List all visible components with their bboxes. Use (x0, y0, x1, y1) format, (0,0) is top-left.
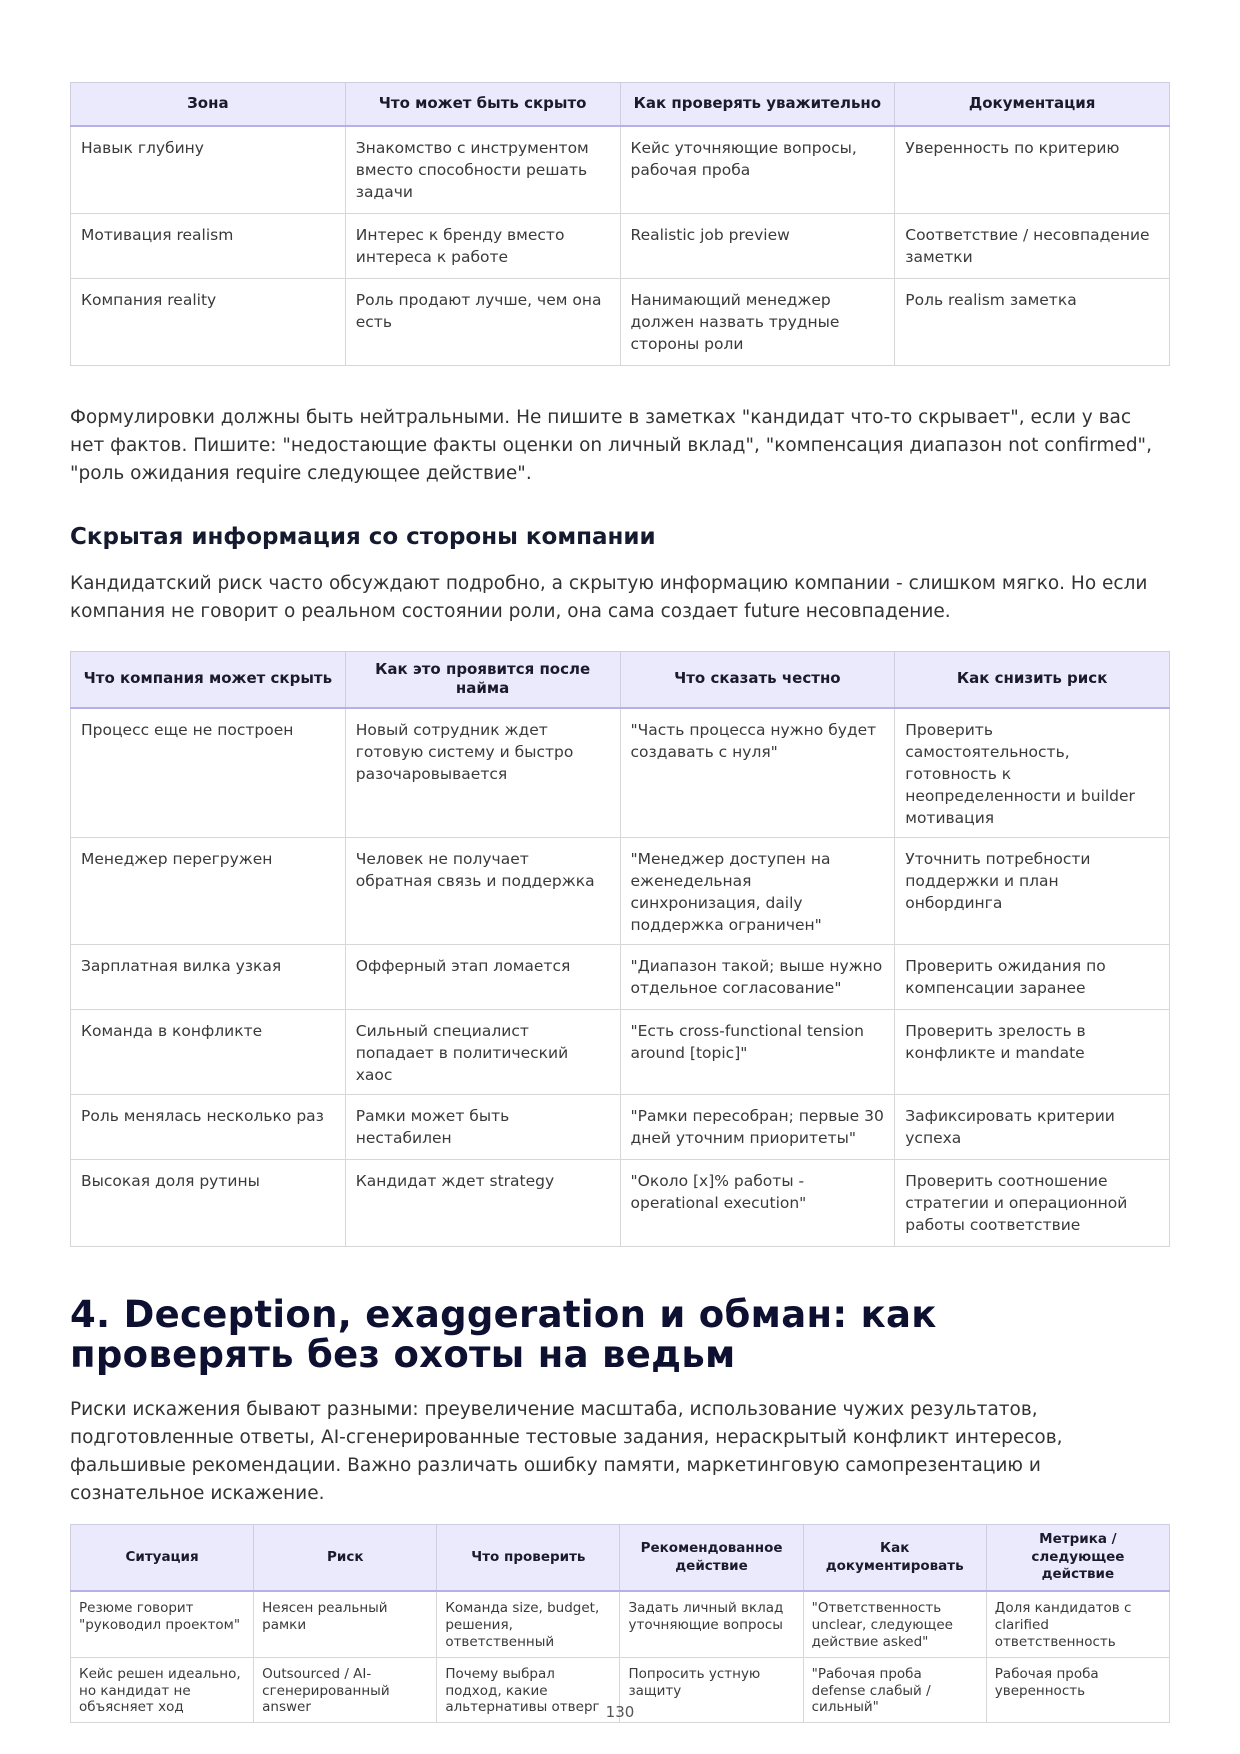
paragraph-deception-risks: Риски искажения бывают разными: преувеличение масштаба, использование чужих результатов, подготовленные ответы, AI-сгенерированные тестовые задания, нераскрытый конфликт интересов, фальшивые рекомендации. Важно различать ошибку памяти, маркетинговую самопрезентацию и сознательное искажение. (70, 1398, 1063, 1505)
table-header-cell: Риск (254, 1525, 437, 1591)
table-cell: Уверенность по критерию (895, 126, 1170, 214)
table-header-cell: Ситуация (71, 1525, 254, 1591)
table-row (71, 837, 1170, 944)
table-cell: "Диапазон такой; выше нужно отдельное согласование" (620, 944, 895, 1009)
table-cell: Outsourced / AI-сгенерированный answer (254, 1657, 437, 1723)
deception-table (70, 1524, 1170, 1723)
table-row (71, 126, 1170, 214)
table-cell: Роль менялась несколько раз (71, 1094, 346, 1159)
table-cell: "Около [x]% работы - operational execution" (620, 1159, 895, 1246)
table-row (71, 1591, 1170, 1657)
section-heading: 4. Deception, exaggeration и обман: как проверять без охоты на ведьм (70, 1292, 937, 1377)
table-cell: Команда size, budget, решения, ответственный (437, 1591, 620, 1657)
table-cell: Задать личный вклад уточняющие вопросы (620, 1591, 803, 1657)
table-cell: Резюме говорит "руководил проектом" (71, 1591, 254, 1657)
table-cell: Рамки может быть нестабилен (345, 1094, 620, 1159)
paragraph-neutral-wording: Формулировки должны быть нейтральными. Не пишите в заметках "кандидат что-то скрывает", если у вас нет фактов. Пишите: "недостающие факты оценки on личный вклад", "компенсация диапазон not confirmed", "роль ожидания require следующее действие". (70, 407, 1152, 485)
paragraph-company-risk: Кандидатский риск часто обсуждают подробно, а скрытую информацию компании - слишком мягко. Но если компания не говорит о реальном состоянии роли, она сама создает future несовпадение. (70, 573, 1148, 623)
table-cell: Человек не получает обратная связь и поддержка (345, 837, 620, 944)
table-cell: "Рабочая проба defense слабый / сильный" (803, 1657, 986, 1723)
table-cell: Нанимающий менеджер должен назвать трудные стороны роли (620, 279, 895, 366)
page-number: 130 (605, 1703, 635, 1721)
table-header-cell: Что проверить (437, 1525, 620, 1591)
subheading-company: Скрытая информация со стороны компании (70, 524, 656, 551)
table-header-cell: Рекомендованное действие (620, 1525, 803, 1591)
table-cell: Realistic job preview (620, 214, 895, 279)
table-cell: Доля кандидатов с clarified ответственность (986, 1591, 1169, 1657)
table-cell: Проверить зрелость в конфликте и mandate (895, 1009, 1170, 1094)
table-cell: "Часть процесса нужно будет создавать с нуля" (620, 708, 895, 838)
table-cell: "Менеджер доступен на еженедельная синхронизация, daily поддержка ограничен" (620, 837, 895, 944)
table-row (71, 214, 1170, 279)
table-header-cell: Как проверять уважительно (620, 83, 895, 127)
table-row (71, 1159, 1170, 1246)
company-hidden-info-table (70, 651, 1170, 1247)
table-row (71, 1009, 1170, 1094)
document-page (70, 82, 1170, 1723)
table-cell: Мотивация realism (71, 214, 346, 279)
table-cell: Команда в конфликте (71, 1009, 346, 1094)
table-cell: Новый сотрудник ждет готовую систему и быстро разочаровывается (345, 708, 620, 838)
table-cell: Компания reality (71, 279, 346, 366)
table-cell: Кейс уточняющие вопросы, рабочая проба (620, 126, 895, 214)
table-cell: Сильный специалист попадает в политический хаос (345, 1009, 620, 1094)
table-cell: Соответствие / несовпадение заметки (895, 214, 1170, 279)
table-cell: Уточнить потребности поддержки и план онбординга (895, 837, 1170, 944)
table-row (71, 279, 1170, 366)
table-header-cell: Что компания может скрыть (71, 651, 346, 708)
table-cell: Неясен реальный рамки (254, 1591, 437, 1657)
table-cell: Проверить ожидания по компенсации заранее (895, 944, 1170, 1009)
table-cell: Кейс решен идеально, но кандидат не объясняет ход (71, 1657, 254, 1723)
zone-table (70, 82, 1170, 366)
table-header-cell: Зона (71, 83, 346, 127)
table-header-cell: Как это проявится после найма (345, 651, 620, 708)
table-header-row (71, 1525, 1170, 1591)
table-header-cell: Метрика / следующее действие (986, 1525, 1169, 1591)
table-cell: "Рамки пересобран; первые 30 дней уточним приоритеты" (620, 1094, 895, 1159)
table-cell: Интерес к бренду вместо интереса к работе (345, 214, 620, 279)
table-cell: Офферный этап ломается (345, 944, 620, 1009)
table-cell: Процесс еще не построен (71, 708, 346, 838)
table-cell: Роль продают лучше, чем она есть (345, 279, 620, 366)
table-cell: Кандидат ждет strategy (345, 1159, 620, 1246)
table-cell: Роль realism заметка (895, 279, 1170, 366)
table-cell: Высокая доля рутины (71, 1159, 346, 1246)
table-cell: Проверить самостоятельность, готовность к неопределенности и builder мотивация (895, 708, 1170, 838)
table-row (71, 944, 1170, 1009)
table-header-cell: Как документировать (803, 1525, 986, 1591)
table-cell: Проверить соотношение стратегии и операционной работы соответствие (895, 1159, 1170, 1246)
table-cell: Рабочая проба уверенность (986, 1657, 1169, 1723)
table-cell: Менеджер перегружен (71, 837, 346, 944)
table-header-row (71, 651, 1170, 708)
table-cell: Попросить устную защиту (620, 1657, 803, 1723)
table-cell: Зафиксировать критерии успеха (895, 1094, 1170, 1159)
table-header-cell: Как снизить риск (895, 651, 1170, 708)
table-row (71, 1094, 1170, 1159)
table-cell: Навык глубину (71, 126, 346, 214)
table-cell: Почему выбрал подход, какие альтернативы отверг (437, 1657, 620, 1723)
table-cell: Зарплатная вилка узкая (71, 944, 346, 1009)
table-header-cell: Что может быть скрыто (345, 83, 620, 127)
table-cell: Знакомство с инструментом вместо способности решать задачи (345, 126, 620, 214)
table-row (71, 708, 1170, 838)
table-cell: "Ответственность unclear, следующее действие asked" (803, 1591, 986, 1657)
table-cell: "Есть cross-functional tension around [topic]" (620, 1009, 895, 1094)
table-header-cell: Документация (895, 83, 1170, 127)
table-header-cell: Что сказать честно (620, 651, 895, 708)
table-header-row (71, 83, 1170, 127)
